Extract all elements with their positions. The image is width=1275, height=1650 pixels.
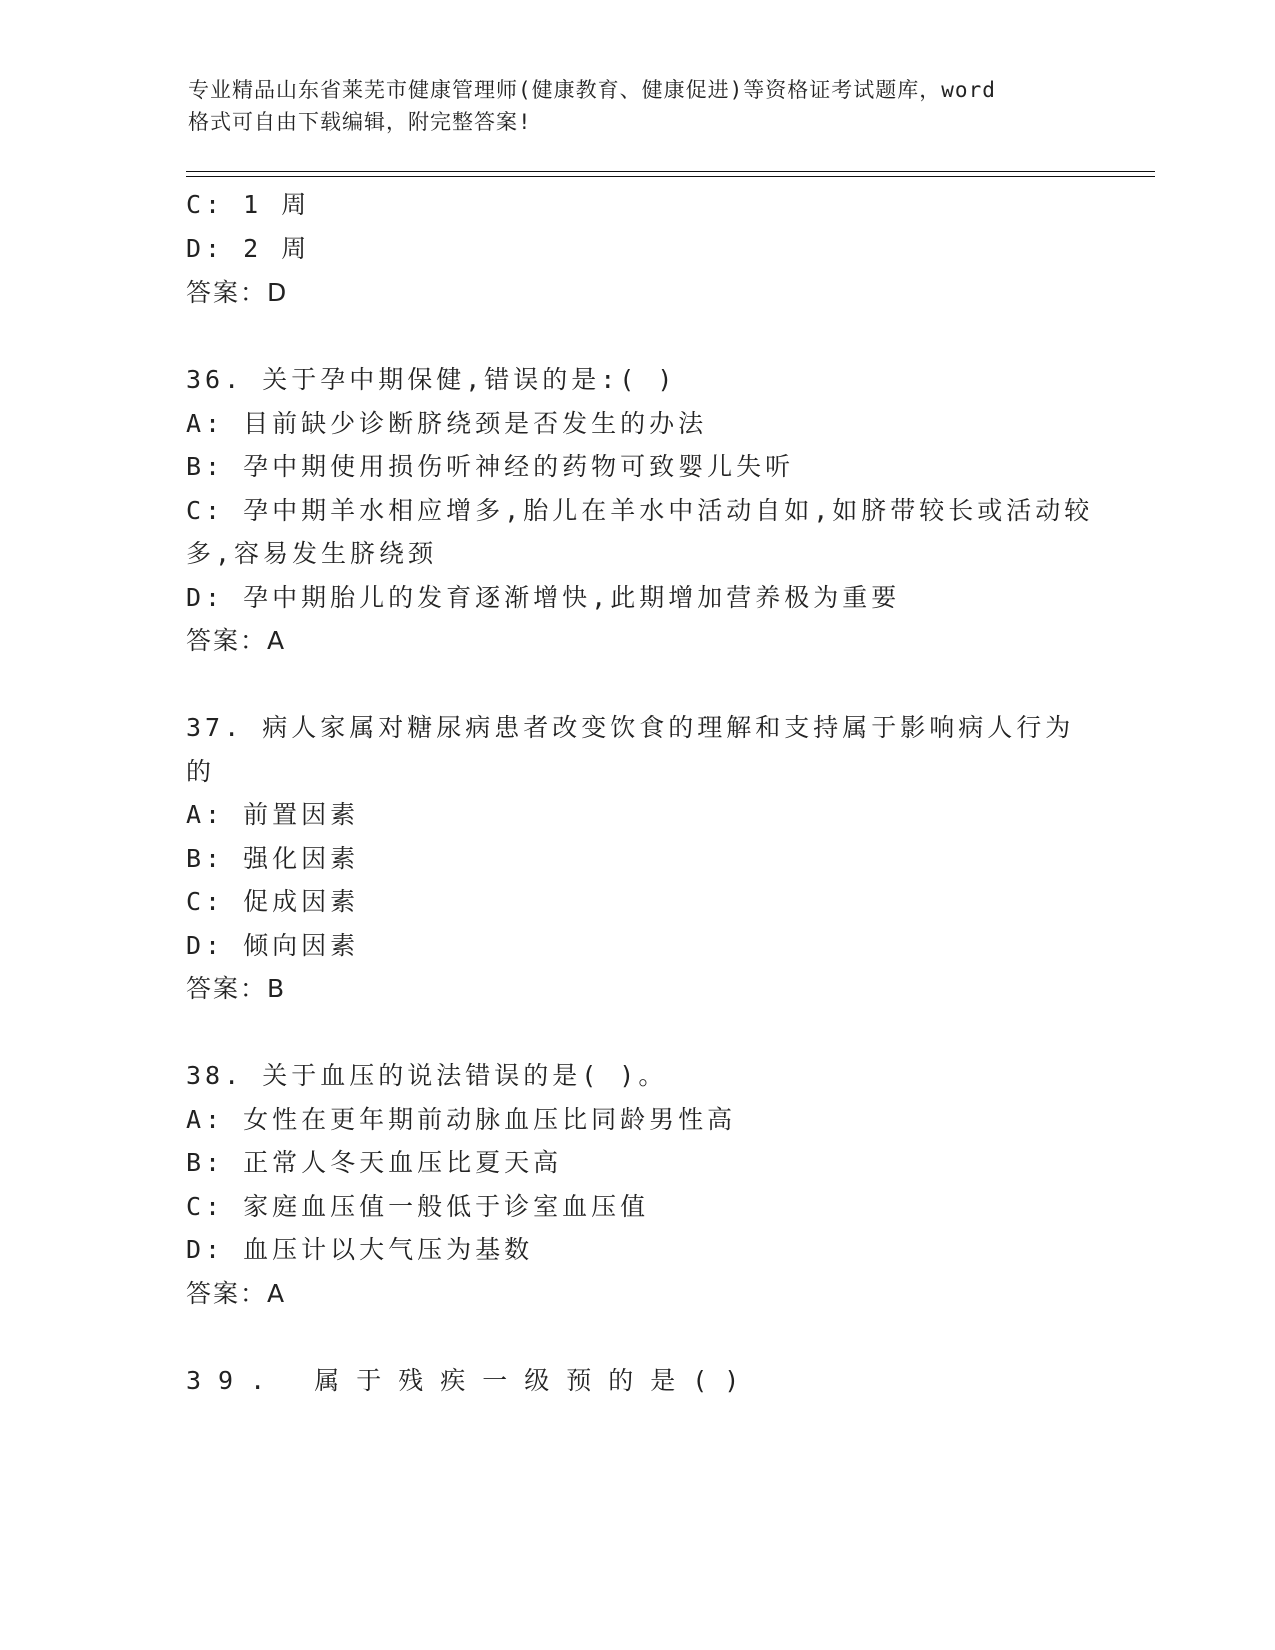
q37-option-c: C: 促成因素 <box>186 887 360 916</box>
q38-option-d: D: 血压计以大气压为基数 <box>186 1235 534 1264</box>
q35-answer: 答案：D <box>186 278 289 307</box>
q38-option-a: A: 女性在更年期前动脉血压比同龄男性高 <box>186 1105 737 1134</box>
q37-stem-line-1: 37. 病人家属对糖尿病患者改变饮食的理解和支持属于影响病人行为 <box>186 713 1075 742</box>
q35-option-c: C: 1 周 <box>186 190 311 219</box>
q37-answer: 答案：B <box>186 974 287 1003</box>
q38-stem: 38. 关于血压的说法错误的是( )。 <box>186 1061 668 1090</box>
q38-answer: 答案：A <box>186 1279 287 1308</box>
q36-stem: 36. 关于孕中期保健,错误的是:( ) <box>186 365 677 394</box>
q36-option-c-line-1: C: 孕中期羊水相应增多,胎儿在羊水中活动自如,如脐带较长或活动较 <box>186 496 1094 525</box>
header-divider-bottom <box>186 176 1155 177</box>
q36-answer: 答案：A <box>186 626 287 655</box>
q37-stem-line-2: 的 <box>186 757 216 786</box>
q36-option-d: D: 孕中期胎儿的发育逐渐增快,此期增加营养极为重要 <box>186 583 901 612</box>
q37-option-b: B: 强化因素 <box>186 844 360 873</box>
q37-option-a: A: 前置因素 <box>186 800 360 829</box>
q36-option-b: B: 孕中期使用损伤听神经的药物可致婴儿失听 <box>186 452 795 481</box>
header-divider-top <box>186 171 1155 172</box>
header-line-2: 格式可自由下载编辑，附完整答案! <box>188 110 532 134</box>
q38-option-b: B: 正常人冬天血压比夏天高 <box>186 1148 563 1177</box>
q36-option-a: A: 目前缺少诊断脐绕颈是否发生的办法 <box>186 409 708 438</box>
q39-stem: 39. 属于残疾一级预的是() <box>186 1366 757 1395</box>
document-header <box>188 74 1088 138</box>
q37-option-d: D: 倾向因素 <box>186 931 360 960</box>
q38-option-c: C: 家庭血压值一般低于诊室血压值 <box>186 1192 650 1221</box>
header-line-1: 专业精品山东省莱芜市健康管理师(健康教育、健康促进)等资格证考试题库，word <box>188 78 996 102</box>
q36-option-c-line-2: 多,容易发生脐绕颈 <box>186 539 438 568</box>
q35-option-d: D: 2 周 <box>186 234 311 263</box>
